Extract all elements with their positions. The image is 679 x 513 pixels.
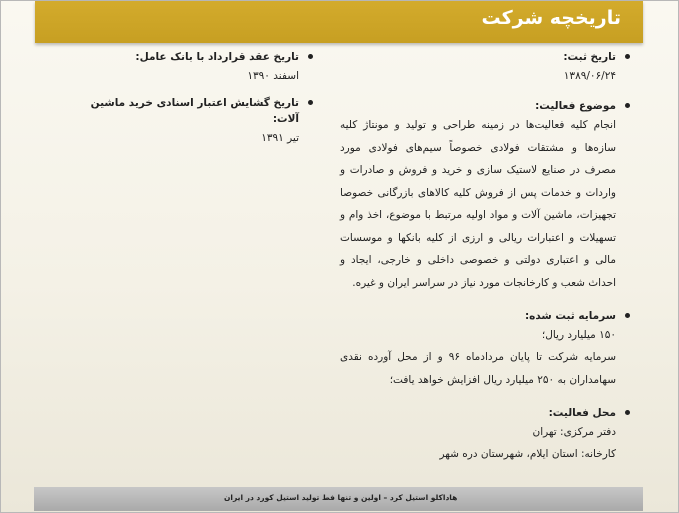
capital-amount: ۱۵۰ میلیارد ریال؛: [541, 329, 616, 341]
capital-text: سرمایه شرکت تا پایان مردادماه ۹۶ و از محل آورده نقدی سهامداران به ۲۵۰ میلیارد ریال افزایش خواهد یافت؛: [340, 351, 616, 386]
bullet-icon: [308, 100, 313, 105]
left-column: [83, 45, 313, 149]
bullet-icon: [625, 410, 630, 415]
footer-text: هاداکلو استیل کرد – اولین و تنها فط تولید استیل کورد در ایران: [224, 493, 458, 502]
bullet-icon: [625, 313, 630, 318]
bullet-icon: [625, 103, 630, 108]
footer-bar: [34, 487, 643, 511]
page-title: تاریخچه شرکت: [481, 7, 621, 29]
bank-contract-item: [83, 49, 313, 87]
location-item: [340, 405, 630, 465]
location-label: محل فعالیت:: [548, 407, 616, 419]
activity-label: موضوع فعالیت:: [535, 100, 616, 112]
bullet-icon: [625, 54, 630, 59]
bullet-icon: [308, 54, 313, 59]
lc-opening-item: [83, 95, 313, 149]
registration-date-value: ۱۳۸۹/۰۶/۲۴: [563, 70, 616, 82]
bank-contract-value: اسفند ۱۳۹۰: [247, 70, 299, 82]
right-column: [340, 45, 630, 465]
bank-contract-label: تاریخ عقد قرارداد با بانک عامل:: [135, 51, 299, 63]
capital-label: سرمایه ثبت شده:: [524, 310, 616, 322]
registration-date-item: [340, 49, 630, 87]
lc-opening-value: تیر ۱۳۹۱: [261, 132, 299, 144]
registration-date-label: تاریخ ثبت:: [563, 51, 616, 63]
lc-opening-label: تاریخ گشایش اعتبار اسنادی خرید ماشین آلات:: [90, 97, 299, 125]
activity-text: انجام کلیه فعالیت‌ها در زمینه طراحی و تولید و مونتاژ کلیه سازه‌ها و مشتقات فولادی خصوصاً سیم‌های فولادی مورد مصرف در صنایع لاستیک سازی و خرید و فروش و صادرات و واردات و خدمات پس از فروش کلیه کالاهای بازرگانی خصوصا تجهیزات، ماشین آلات و مواد اولیه مرتبط با موضوع، اخذ وام و تسهیلات و اعتبارات ریالی و ارزی از کلیه بانکها و موسسات مالی و اعتباری دولتی و خصوصی داخلی و خارجی، ایجاد و احداث شعب و کارخانجات مورد نیاز در سراسر ایران و غیره.: [340, 119, 616, 289]
capital-item: [340, 308, 630, 391]
factory-location: کارخانه: استان ایلام، شهرستان دره شهر: [439, 448, 616, 460]
office-location: دفتر مرکزی: تهران: [532, 426, 616, 438]
activity-item: [340, 98, 630, 294]
title-bar: [35, 1, 643, 43]
